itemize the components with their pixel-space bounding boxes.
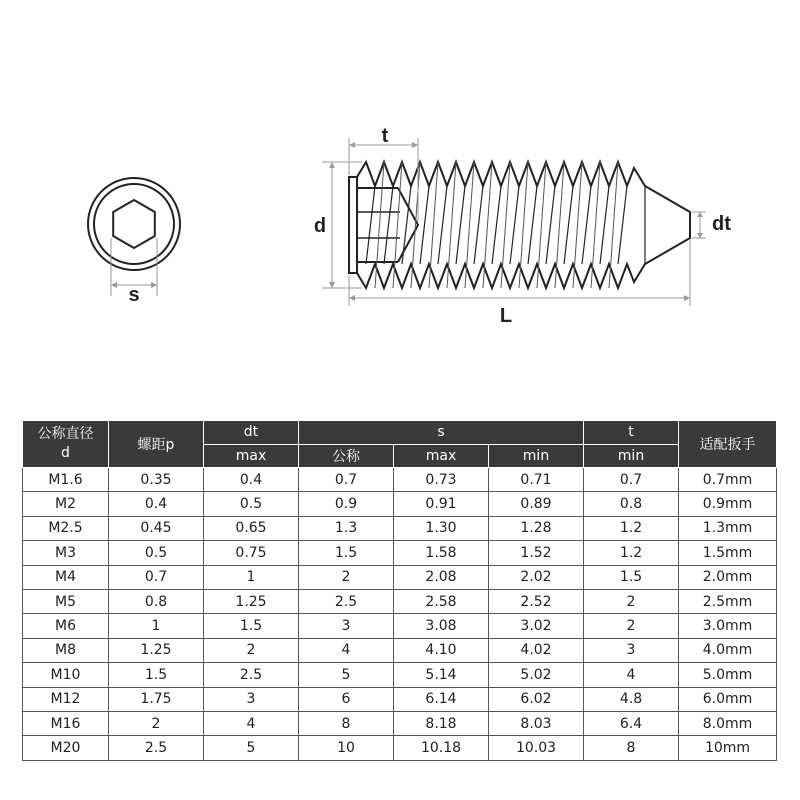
table-cell: 0.7mm: [679, 468, 777, 492]
table-row: [23, 468, 777, 492]
d-arrow-bottom: [329, 282, 335, 288]
header-dt: dt: [204, 421, 299, 445]
table-cell: M10: [23, 663, 109, 687]
table-row: [23, 614, 777, 638]
table-cell: 0.89: [489, 492, 584, 516]
table-cell: 5.14: [394, 663, 489, 687]
table-cell: 5: [299, 663, 394, 687]
table-cell: 1.75: [109, 687, 204, 711]
table-cell: 4.8: [584, 687, 679, 711]
table-cell: 6.0mm: [679, 687, 777, 711]
table-cell: 2: [204, 638, 299, 662]
table-cell: 4.0mm: [679, 638, 777, 662]
table-cell: 0.9: [299, 492, 394, 516]
spec-table: [22, 420, 777, 761]
table-cell: 2.5mm: [679, 589, 777, 613]
table-cell: 8.0mm: [679, 711, 777, 735]
table-cell: 1.5: [109, 663, 204, 687]
table-row: [23, 711, 777, 735]
table-row: [23, 736, 777, 760]
table-cell: 0.5: [204, 492, 299, 516]
table-cell: 1: [204, 565, 299, 589]
table-body: [23, 468, 777, 761]
table-cell: 2.08: [394, 565, 489, 589]
table-row: [23, 687, 777, 711]
table-cell: 2.52: [489, 589, 584, 613]
table-cell: M3: [23, 541, 109, 565]
table-cell: 8.18: [394, 711, 489, 735]
table-cell: 5: [204, 736, 299, 760]
table-cell: 2: [109, 711, 204, 735]
table-cell: 1.30: [394, 516, 489, 540]
table-cell: 1.2: [584, 541, 679, 565]
header-wrench: 适配扳手: [679, 421, 777, 468]
d-label: d: [313, 215, 327, 237]
subheader-s-nominal: 公称: [299, 444, 394, 468]
table-cell: 2.5: [109, 736, 204, 760]
table-cell: 8.03: [489, 711, 584, 735]
header-row-1: [23, 421, 777, 445]
table-cell: M6: [23, 614, 109, 638]
dt-arrow-bottom: [697, 233, 703, 238]
table-row: [23, 492, 777, 516]
table-cell: 4: [584, 663, 679, 687]
subheader-s-min: min: [489, 444, 584, 468]
table-cell: 2.5: [204, 663, 299, 687]
table-row: [23, 663, 777, 687]
table-cell: 1.25: [109, 638, 204, 662]
table-cell: M2.5: [23, 516, 109, 540]
table-cell: 1.25: [204, 589, 299, 613]
table-cell: 10.18: [394, 736, 489, 760]
header-s: s: [299, 421, 584, 445]
table-cell: 1.58: [394, 541, 489, 565]
table-cell: 3.08: [394, 614, 489, 638]
dt-label: dt: [712, 213, 731, 235]
table-cell: 1.3: [299, 516, 394, 540]
table-row: [23, 589, 777, 613]
table-cell: 10.03: [489, 736, 584, 760]
table-cell: 3: [584, 638, 679, 662]
table-cell: 2: [584, 589, 679, 613]
d-arrow-top: [329, 162, 335, 168]
table-cell: 10: [299, 736, 394, 760]
table-cell: 2.0mm: [679, 565, 777, 589]
table-cell: 5.02: [489, 663, 584, 687]
table-cell: 0.71: [489, 468, 584, 492]
table-cell: 3: [299, 614, 394, 638]
table-cell: 10mm: [679, 736, 777, 760]
table-cell: 0.4: [109, 492, 204, 516]
end-view: [88, 178, 180, 306]
table-cell: M20: [23, 736, 109, 760]
table-cell: 0.75: [204, 541, 299, 565]
table-cell: 5.0mm: [679, 663, 777, 687]
t-arrow-right: [412, 142, 418, 148]
table-cell: 2.02: [489, 565, 584, 589]
table-cell: 2.58: [394, 589, 489, 613]
table-cell: 1: [109, 614, 204, 638]
screw-end-face: [349, 177, 357, 273]
table-cell: 0.7: [584, 468, 679, 492]
s-arrow-left: [111, 282, 117, 288]
L-arrow-right: [684, 295, 690, 301]
table-cell: M2: [23, 492, 109, 516]
end-view-inner-circle: [94, 184, 174, 264]
subheader-dt-max: max: [204, 444, 299, 468]
t-arrow-left: [349, 142, 355, 148]
header-nominal-diameter: 公称直径 d: [23, 421, 109, 468]
table-cell: 0.65: [204, 516, 299, 540]
table-cell: 0.7: [109, 565, 204, 589]
table-row: [23, 638, 777, 662]
dt-arrow-top: [697, 212, 703, 217]
table-cell: 6.4: [584, 711, 679, 735]
table-cell: 4.10: [394, 638, 489, 662]
table-cell: M16: [23, 711, 109, 735]
table-cell: 1.5: [299, 541, 394, 565]
side-view: [314, 125, 731, 327]
table-cell: 1.5: [584, 565, 679, 589]
table-cell: 0.8: [584, 492, 679, 516]
s-label: s: [128, 284, 140, 306]
table-cell: 3.02: [489, 614, 584, 638]
table-cell: 2.5: [299, 589, 394, 613]
L-arrow-left: [349, 295, 355, 301]
table-cell: 0.35: [109, 468, 204, 492]
table-cell: 0.73: [394, 468, 489, 492]
table-cell: M8: [23, 638, 109, 662]
table-cell: 0.5: [109, 541, 204, 565]
table-cell: 8: [584, 736, 679, 760]
table-cell: 0.4: [204, 468, 299, 492]
table-cell: 6.14: [394, 687, 489, 711]
t-label: t: [381, 125, 389, 147]
table-cell: 1.5mm: [679, 541, 777, 565]
table-cell: 2: [584, 614, 679, 638]
table-cell: 1.5: [204, 614, 299, 638]
table-cell: M12: [23, 687, 109, 711]
table-cell: 1.28: [489, 516, 584, 540]
header-t: t: [584, 421, 679, 445]
table-row: [23, 516, 777, 540]
table-cell: 0.7: [299, 468, 394, 492]
header-pitch: 螺距p: [109, 421, 204, 468]
table-cell: 8: [299, 711, 394, 735]
table-cell: 1.2: [584, 516, 679, 540]
subheader-t-min: min: [584, 444, 679, 468]
table-row: [23, 541, 777, 565]
table-cell: 6: [299, 687, 394, 711]
hex-socket: [113, 200, 155, 248]
table-cell: 0.91: [394, 492, 489, 516]
subheader-s-max: max: [394, 444, 489, 468]
table-cell: M1.6: [23, 468, 109, 492]
table-cell: 1.3mm: [679, 516, 777, 540]
table-cell: 2: [299, 565, 394, 589]
table-cell: 3.0mm: [679, 614, 777, 638]
table-cell: M5: [23, 589, 109, 613]
table-cell: 6.02: [489, 687, 584, 711]
table-cell: 0.9mm: [679, 492, 777, 516]
table-cell: 0.8: [109, 589, 204, 613]
table-cell: 4.02: [489, 638, 584, 662]
table-row: [23, 565, 777, 589]
table-cell: M4: [23, 565, 109, 589]
table-cell: 3: [204, 687, 299, 711]
L-label: L: [499, 305, 513, 327]
table-cell: 4: [204, 711, 299, 735]
s-arrow-right: [151, 282, 157, 288]
table-cell: 4: [299, 638, 394, 662]
table-cell: 0.45: [109, 516, 204, 540]
table-cell: 1.52: [489, 541, 584, 565]
end-view-outer-circle: [88, 178, 180, 270]
